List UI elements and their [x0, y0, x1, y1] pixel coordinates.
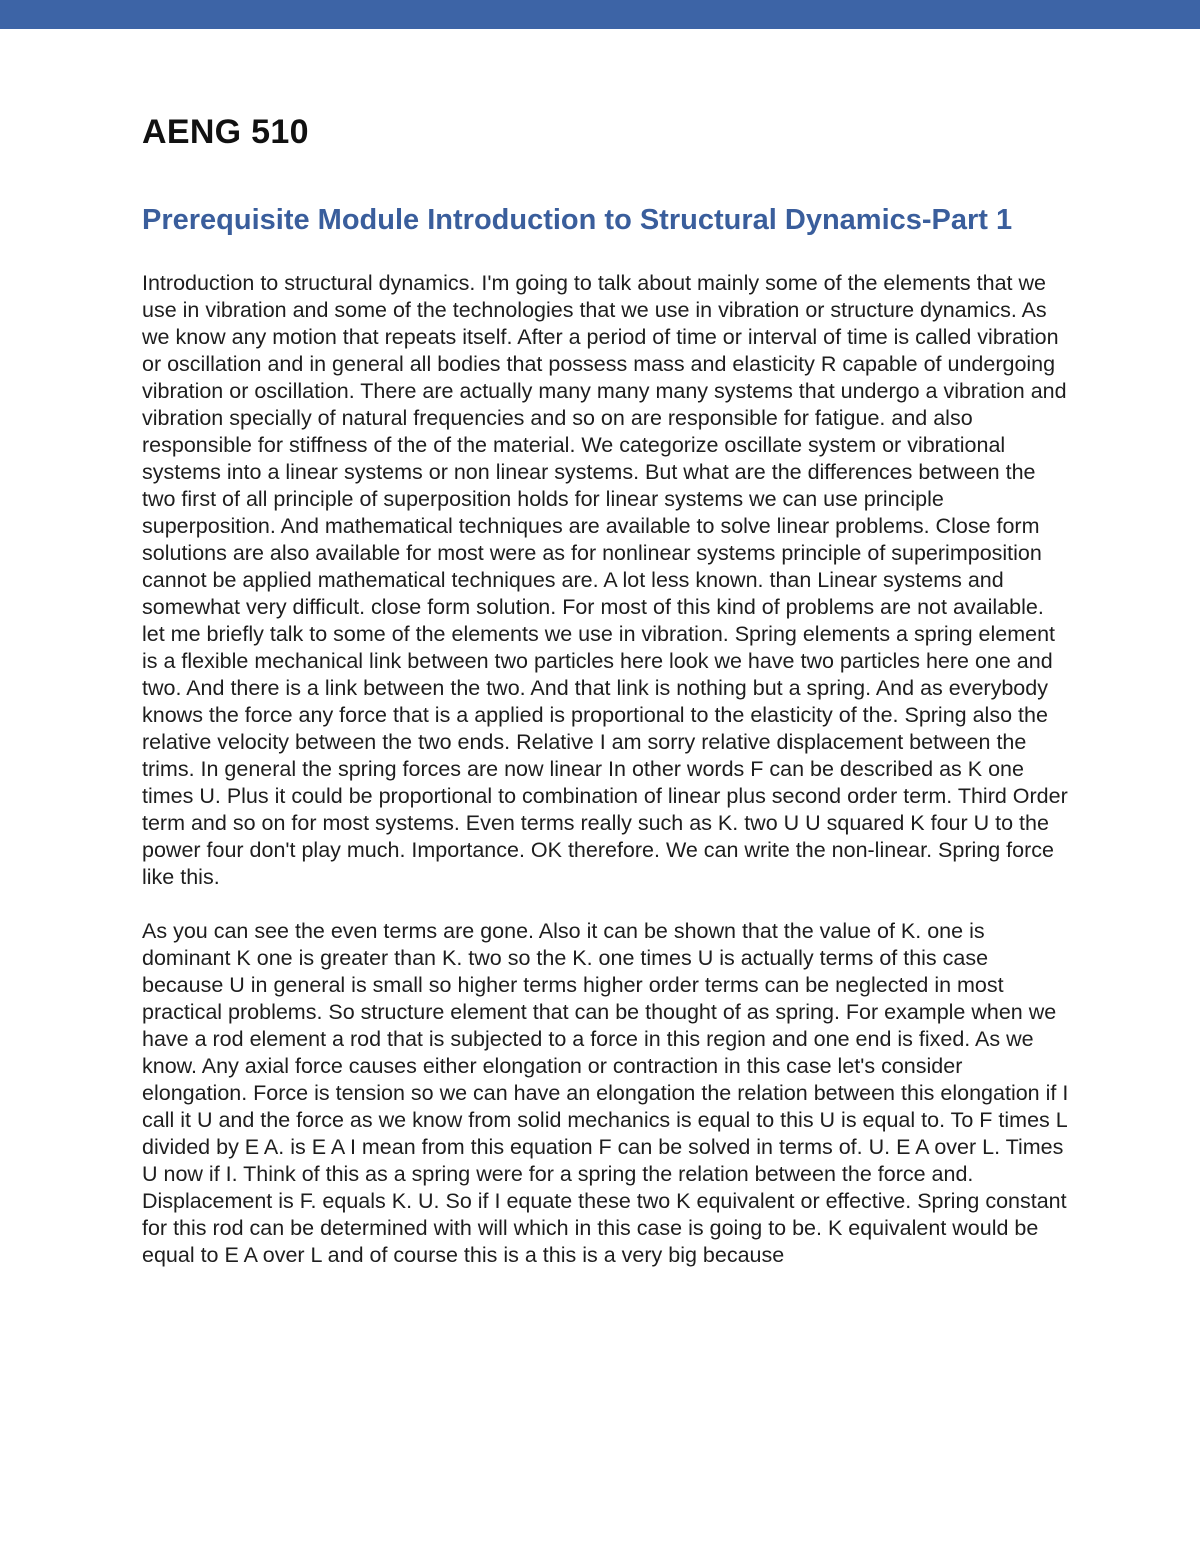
paragraph-1: Introduction to structural dynamics. I'm going to talk about mainly some of the elements that we use in vibration and some of the technologies that we use in vibration or structure dynamics. As we know any motion that repeats itself. After a period of time or interval of time is called vibration or oscillation and in general all bodies that possess mass and elasticity R capable of undergoing vibration or oscillation. There are actually many many many systems that undergo a vibration and vibration specially of natural frequencies and so on are responsible for fatigue. and also responsible for stiffness of the of the material. We categorize oscillate system or vibrational systems into a linear systems or non linear systems. But what are the differences between the two first of all principle of superposition holds for linear systems we can use principle superposition. And mathematical techniques are available to solve linear problems. Close form solutions are also available for most were as for nonlinear systems principle of superimposition cannot be applied mathematical techniques are. A lot less known. than Linear systems and somewhat very difficult. close form solution. For most of this kind of problems are not available. let me briefly talk to some of the elements we use in vibration. Spring elements a spring element is a flexible mechanical link between two particles here look we have two particles here one and two. And there is a link between the two. And that link is nothing but a spring. And as everybody knows the force any force that is a applied is proportional to the elasticity of the. Spring also the relative velocity between the two ends. Relative I am sorry relative displacement between the trims. In general the spring forces are now linear In other words F can be described as K one times U. Plus it could be proportional to combination of linear plus second order term. Third Order term and so on for most systems. Even terms really such as K. two U U squared K four U to the power four don't play much. Importance. OK therefore. We can write the non-linear. Spring force like this.	[142, 271, 1068, 889]
document-body	[142, 108, 1072, 1269]
module-title-heading: Prerequisite Module Introduction to Structural Dynamics-Part 1	[142, 204, 1013, 236]
paragraph-2: As you can see the even terms are gone. Also it can be shown that the value of K. one is dominant K one is greater than K. two so the K. one times U is actually terms of this case because U in general is small so higher terms higher order terms can be neglected in most practical problems. So structure element that can be thought of as spring. For example when we have a rod element a rod that is subjected to a force in this region and one end is fixed. As we know. Any axial force causes either elongation or contraction in this case let's consider elongation. Force is tension so we can have an elongation the relation between this elongation if I call it U and the force as we know from solid mechanics is equal to this U is equal to. To F times L divided by E A. is E A I mean from this equation F can be solved in terms of. U. E A over L. Times U now if I. Think of this as a spring were for a spring the relation between the force and. Displacement is F. equals K. U. So if I equate these two K equivalent or effective. Spring constant for this rod can be determined with will which in this case is going to be. K equivalent would be equal to E A over L and of course this is a this is a very big because	[142, 919, 1069, 1267]
top-banner	[0, 0, 1200, 29]
course-code-heading: AENG 510	[142, 113, 309, 151]
